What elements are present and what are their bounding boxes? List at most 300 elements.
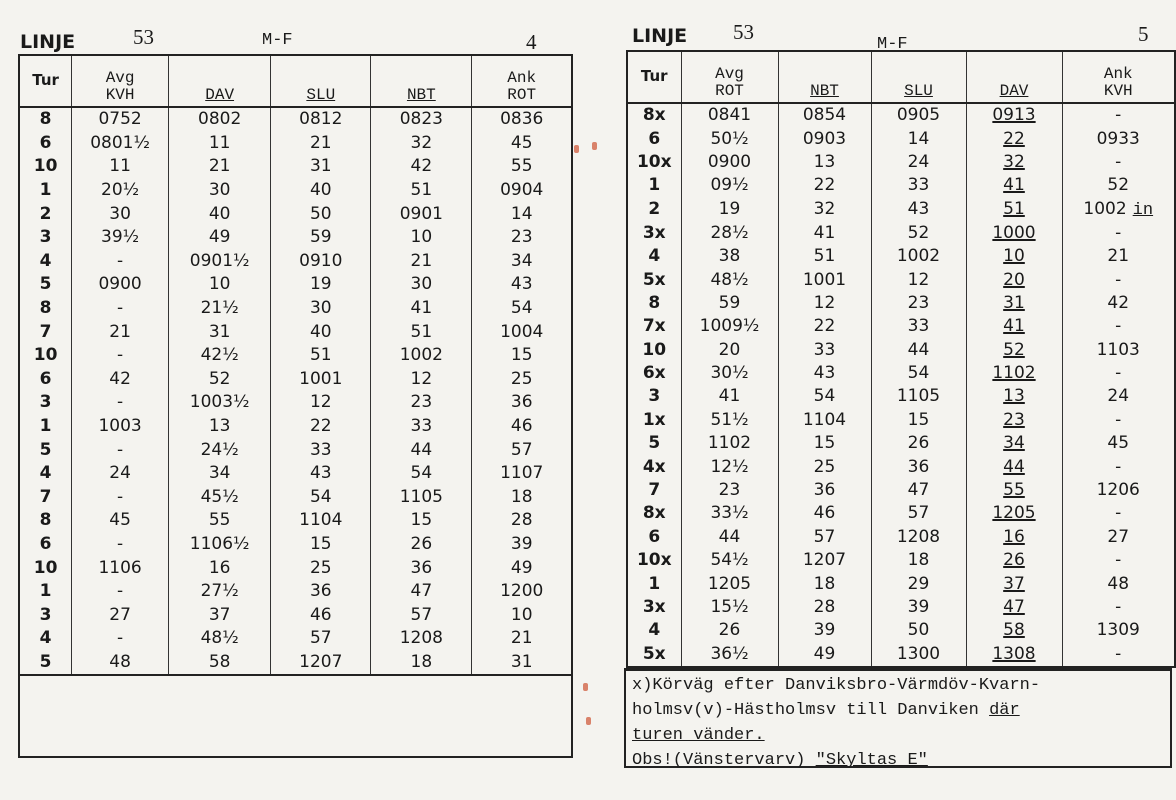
time-value: 47 (410, 581, 433, 602)
time-cell (871, 479, 966, 502)
table-row (19, 438, 572, 462)
time-value: - (1115, 363, 1122, 384)
tur-value: 10 (33, 345, 58, 366)
col-header-nbt-label: NBT (810, 82, 839, 100)
time-cell (778, 127, 871, 150)
time-value: 33 (907, 316, 930, 337)
tur-value: 10 (33, 156, 58, 177)
time-cell (966, 455, 1062, 478)
time-cell (1062, 315, 1175, 338)
days-label: M-F (262, 31, 293, 50)
time-cell (169, 415, 271, 439)
tur-cell (627, 455, 681, 478)
tur-cell (19, 226, 72, 250)
tur-cell (627, 151, 681, 174)
tur-value: 10 (33, 557, 58, 578)
col-header-dav-label: DAV (999, 82, 1029, 100)
blank-footer-row (19, 675, 572, 757)
time-value: 12 (907, 269, 930, 290)
time-value: 48½ (710, 269, 749, 290)
time-cell (472, 486, 572, 510)
table-row (19, 509, 572, 533)
tur-value: 5 (39, 274, 52, 295)
time-value: 43 (510, 274, 533, 295)
table-row (627, 245, 1175, 268)
time-value: 51 (410, 180, 433, 201)
time-value: 22 (1003, 128, 1025, 149)
time-value: 57 (510, 439, 533, 460)
note-line-1: x)Körväg efter Danviksbro-Värmdöv-Kvarn- (632, 676, 1041, 695)
time-cell (966, 222, 1062, 245)
time-cell (371, 179, 472, 203)
time-cell (271, 391, 371, 415)
time-value: 34 (208, 463, 231, 484)
time-value: 23 (1003, 409, 1025, 430)
time-cell (371, 107, 472, 132)
tur-value: 6 (648, 128, 661, 149)
time-cell (1062, 596, 1175, 619)
time-cell (681, 245, 778, 268)
time-value: 0900 (98, 274, 142, 295)
time-cell (472, 226, 572, 250)
time-value: 1000 (992, 222, 1036, 243)
time-cell (871, 596, 966, 619)
page-number: 4 (526, 30, 537, 54)
time-value: 41 (718, 386, 741, 407)
time-cell (966, 315, 1062, 338)
time-cell (1062, 526, 1175, 549)
time-cell (472, 368, 572, 392)
time-value: 26 (718, 620, 741, 641)
time-cell (72, 155, 169, 179)
time-cell (169, 580, 271, 604)
time-value: 29 (907, 573, 930, 594)
time-value: 33½ (710, 503, 749, 524)
time-value: 31 (1003, 292, 1025, 313)
time-value: 33 (410, 416, 433, 437)
gutter-smudge (586, 717, 591, 725)
time-cell (1062, 222, 1175, 245)
time-value: 50 (309, 203, 332, 224)
time-cell (871, 222, 966, 245)
time-cell (681, 198, 778, 222)
time-cell (472, 297, 572, 321)
tur-value: 6x (642, 363, 666, 384)
time-cell (681, 268, 778, 291)
table-row (627, 292, 1175, 315)
tur-value: 6 (39, 533, 52, 554)
col-header-nbt (778, 51, 871, 103)
time-cell (778, 502, 871, 525)
time-cell (169, 273, 271, 297)
time-cell (681, 292, 778, 315)
tur-value: 1 (39, 581, 52, 602)
time-cell (1062, 151, 1175, 174)
time-cell (169, 226, 271, 250)
table-row (627, 174, 1175, 197)
time-value: 44 (718, 526, 741, 547)
time-value: 45 (1107, 433, 1130, 454)
tur-value: 6 (39, 368, 52, 389)
time-cell (271, 226, 371, 250)
time-cell (371, 486, 472, 510)
time-value: 0836 (500, 109, 544, 130)
tur-cell (627, 315, 681, 338)
time-value: 54½ (710, 550, 749, 571)
time-cell (72, 368, 169, 392)
tur-cell (627, 479, 681, 502)
time-cell (472, 391, 572, 415)
time-value: 24 (109, 463, 131, 484)
time-value: 1106 (98, 557, 142, 578)
time-value: 57 (309, 628, 332, 649)
table-row (627, 222, 1175, 245)
time-value: 37 (208, 604, 231, 625)
col-header-avg (72, 55, 169, 107)
time-value: 46 (510, 416, 533, 437)
time-value: 15 (510, 345, 533, 366)
time-cell (778, 455, 871, 478)
time-cell (966, 151, 1062, 174)
table-row (627, 315, 1175, 338)
tur-cell (19, 344, 72, 368)
tur-cell (19, 297, 72, 321)
time-cell (271, 438, 371, 462)
table-row (19, 391, 572, 415)
time-cell (871, 245, 966, 268)
time-cell (371, 297, 472, 321)
time-value: 21 (510, 628, 533, 649)
time-value: 54 (510, 298, 533, 319)
time-value: - (1115, 151, 1122, 172)
time-cell (371, 462, 472, 486)
tur-value: 2 (39, 203, 52, 224)
time-cell (966, 362, 1062, 385)
time-cell (1062, 549, 1175, 572)
time-cell (72, 107, 169, 132)
time-value: 44 (410, 439, 433, 460)
table-row (19, 250, 572, 274)
time-value: 26 (907, 433, 930, 454)
table-row (19, 107, 572, 132)
time-value: 1002 (1083, 198, 1127, 219)
time-value: 25 (309, 557, 332, 578)
table-row (627, 151, 1175, 174)
time-value: 58 (208, 651, 231, 672)
time-cell (1062, 432, 1175, 455)
time-value: 51 (410, 321, 433, 342)
header-row (627, 51, 1175, 103)
tur-cell (19, 273, 72, 297)
time-value: 41 (1003, 175, 1025, 196)
time-value: 55 (510, 156, 533, 177)
time-cell (1062, 339, 1175, 362)
table-row (19, 179, 572, 203)
time-cell (472, 415, 572, 439)
time-value: 1308 (992, 643, 1036, 664)
tur-cell (627, 292, 681, 315)
tur-cell (627, 619, 681, 642)
header-row (19, 55, 572, 107)
tur-value: 4x (642, 456, 666, 477)
time-value: 15 (813, 433, 836, 454)
days-label: M-F (877, 35, 908, 54)
time-cell (271, 344, 371, 368)
tur-value: 10x (636, 550, 672, 571)
time-cell (371, 226, 472, 250)
time-value: 42½ (200, 345, 239, 366)
time-value: 21 (1107, 246, 1130, 267)
time-value: - (117, 250, 124, 271)
time-cell (871, 502, 966, 525)
table-row (19, 320, 572, 344)
time-value: 42 (410, 156, 433, 177)
time-cell (169, 603, 271, 627)
tur-cell (19, 486, 72, 510)
blank-footer-cell (19, 675, 572, 757)
time-cell (72, 580, 169, 604)
timetable-right (626, 50, 1176, 668)
time-cell (169, 250, 271, 274)
time-value: - (1115, 643, 1122, 664)
time-cell (72, 627, 169, 651)
time-cell (966, 502, 1062, 525)
time-value: - (1115, 105, 1122, 126)
tur-value: 8x (642, 503, 666, 524)
time-value: 52 (907, 222, 930, 243)
time-value: 24½ (200, 439, 239, 460)
table-row (19, 273, 572, 297)
time-cell (778, 292, 871, 315)
tur-value: 3x (642, 597, 666, 617)
time-value: 1102 (992, 363, 1036, 384)
time-cell (371, 155, 472, 179)
time-value: - (117, 439, 124, 460)
time-value: 28 (510, 510, 533, 531)
time-value: 31 (510, 651, 533, 672)
time-cell (966, 619, 1062, 642)
time-value: 48 (1107, 573, 1130, 594)
time-cell (271, 107, 371, 132)
time-value: 40 (309, 321, 332, 342)
time-cell (169, 486, 271, 510)
time-value: 39 (907, 597, 930, 617)
time-cell (681, 174, 778, 197)
time-value: 0812 (299, 109, 343, 130)
time-cell (72, 344, 169, 368)
time-cell (778, 222, 871, 245)
time-cell (778, 643, 871, 667)
time-value: 32 (410, 132, 433, 153)
table-row (627, 409, 1175, 432)
time-value: 57 (907, 503, 930, 524)
time-cell (72, 462, 169, 486)
time-cell (271, 580, 371, 604)
time-value: 0752 (98, 109, 142, 130)
tur-cell (19, 603, 72, 627)
time-cell (681, 151, 778, 174)
col-header-slu (271, 55, 371, 107)
tur-cell (19, 509, 72, 533)
time-value: 30 (208, 180, 231, 201)
tur-value: 4 (39, 463, 52, 484)
tur-cell (19, 391, 72, 415)
table-row (627, 596, 1175, 619)
col-header-tur-label: Tur (640, 66, 668, 85)
tur-cell (19, 132, 72, 156)
tur-value: 1 (648, 573, 661, 594)
col-header-ank (472, 55, 572, 107)
time-cell (681, 572, 778, 595)
time-value: 49 (510, 557, 533, 578)
time-cell (472, 627, 572, 651)
table-row (19, 533, 572, 557)
tur-cell (627, 222, 681, 245)
time-cell (72, 391, 169, 415)
time-cell (778, 596, 871, 619)
time-value: 1200 (500, 581, 544, 602)
table-row (627, 572, 1175, 595)
time-value: 0802 (198, 109, 242, 130)
time-value: 34 (1003, 433, 1025, 454)
time-cell (371, 651, 472, 676)
timetable-right-body (627, 103, 1175, 667)
time-value: 0904 (500, 180, 544, 201)
time-cell (778, 409, 871, 432)
time-value: 23 (410, 392, 433, 413)
time-value: 0903 (802, 128, 847, 149)
note-line-4-text: Obs!(Vänstervarv) (632, 751, 816, 770)
time-cell (966, 549, 1062, 572)
col-header-tur-label: Tur (32, 70, 59, 89)
tur-cell (19, 320, 72, 344)
time-value: 1001 (802, 269, 847, 290)
time-cell (472, 132, 572, 156)
time-value: 1003½ (189, 392, 250, 413)
time-cell (169, 297, 271, 321)
time-cell (271, 486, 371, 510)
col-header-ank (1062, 51, 1175, 103)
time-cell (966, 385, 1062, 408)
time-cell (371, 533, 472, 557)
tur-value: 7 (39, 321, 52, 342)
tur-value: 4 (648, 620, 661, 641)
time-value: 48½ (200, 628, 239, 649)
table-row (627, 339, 1175, 362)
time-value: 33 (309, 439, 332, 460)
table-row (19, 344, 572, 368)
time-cell (371, 202, 472, 226)
table-row (627, 432, 1175, 455)
time-cell (778, 151, 871, 174)
timetable-left (18, 54, 573, 758)
tur-cell (627, 596, 681, 619)
time-cell (371, 320, 472, 344)
time-cell (966, 127, 1062, 150)
time-value: 54 (309, 486, 332, 507)
table-row (627, 619, 1175, 642)
table-row (19, 368, 572, 392)
time-cell (1062, 362, 1175, 385)
col-header-dav (966, 51, 1062, 103)
time-value: 44 (1003, 456, 1025, 477)
time-value: 55 (208, 510, 231, 531)
time-cell (271, 462, 371, 486)
time-cell (72, 486, 169, 510)
time-cell (1062, 385, 1175, 408)
time-cell (169, 344, 271, 368)
time-value: 23 (718, 480, 741, 501)
table-row (627, 502, 1175, 525)
time-value: 44 (907, 339, 930, 360)
time-value: 25 (813, 456, 836, 477)
time-cell (371, 391, 472, 415)
time-cell (778, 174, 871, 197)
annotation-in: in (1132, 200, 1154, 220)
time-value: 33 (907, 175, 930, 196)
time-value: 1002 (896, 246, 941, 267)
time-value: - (117, 628, 124, 649)
time-cell (72, 297, 169, 321)
time-cell (681, 596, 778, 619)
time-value: 1004 (500, 321, 544, 342)
time-cell (1062, 198, 1175, 222)
time-cell (371, 438, 472, 462)
time-cell (472, 603, 572, 627)
time-value: 27½ (200, 581, 239, 602)
time-value: 0901½ (189, 250, 250, 271)
note-line-2 (632, 698, 1164, 723)
time-value: 11 (208, 132, 231, 153)
time-value: 43 (907, 199, 930, 220)
table-row (627, 385, 1175, 408)
time-cell (472, 533, 572, 557)
time-cell (271, 368, 371, 392)
time-value: - (1115, 269, 1122, 290)
tur-cell (627, 103, 681, 127)
time-value: 41 (410, 298, 433, 319)
time-cell (169, 202, 271, 226)
time-cell (871, 174, 966, 197)
time-cell (472, 344, 572, 368)
time-cell (681, 222, 778, 245)
tur-value: 7 (648, 480, 661, 501)
time-cell (169, 438, 271, 462)
gutter-smudge (574, 145, 579, 153)
time-value: 36 (309, 581, 332, 602)
tur-value: 1 (39, 416, 52, 437)
note-line-2-emph: där (989, 701, 1020, 720)
tur-value: 5 (648, 433, 661, 454)
time-value: 49 (208, 227, 231, 248)
time-value: 59 (718, 292, 741, 313)
tur-value: 8 (39, 298, 52, 319)
time-cell (371, 273, 472, 297)
tur-value: 2 (648, 199, 661, 220)
time-value: 22 (309, 416, 332, 437)
tur-cell (627, 245, 681, 268)
time-cell (1062, 409, 1175, 432)
time-value: 1003 (98, 416, 142, 437)
time-value: 46 (309, 604, 332, 625)
tur-value: 4 (648, 246, 661, 267)
right-page (600, 0, 1176, 800)
time-cell (472, 250, 572, 274)
col-header-nbt (371, 55, 472, 107)
time-value: 51 (309, 345, 332, 366)
time-value: 50½ (710, 128, 749, 149)
time-value: 50 (907, 620, 930, 641)
